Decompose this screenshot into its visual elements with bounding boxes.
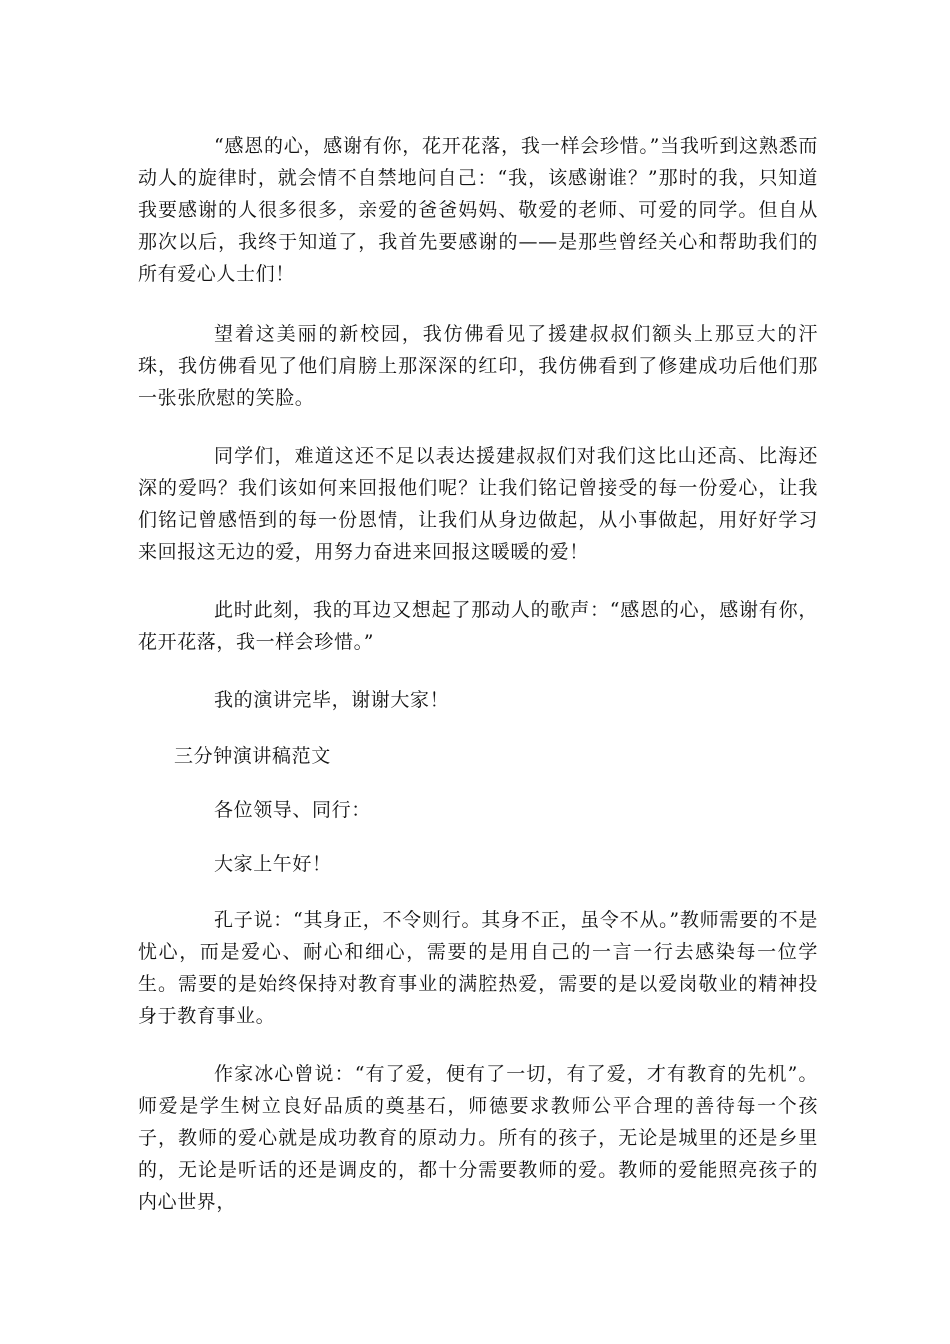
paragraph-confucius: 孔子说：“其身正，不令则行。其身不正，虽令不从。”教师需要的不是忧心，而是爱心、耐心和细心，需要的是用自己的一言一行去感染每一位学生。需要的是始终保持对教育事业的满腔热爱，需要的是以爱岗敬业的精神投身于教育事业。 <box>138 909 818 1027</box>
paragraph-speech-end: 我的演讲完毕，谢谢大家！ <box>214 689 450 711</box>
paragraph-greeting-leaders: 各位领导、同行： <box>214 799 371 821</box>
paragraph-good-morning: 大家上午好！ <box>214 853 332 875</box>
paragraph-this-moment: 此时此刻，我的耳边又想起了那动人的歌声：“感恩的心，感谢有你，花开花落，我一样会珍惜。” <box>138 599 818 653</box>
section-title: 三分钟演讲稿范文 <box>174 745 331 767</box>
paragraph-bingxin: 作家冰心曾说：“有了爱，便有了一切，有了爱，才有教育的先机”。师爱是学生树立良好品质的奠基石，师德要求教师公平合理的善待每一个孩子，教师的爱心就是成功教育的原动力。所有的孩子，无论是城里的还是乡里的，无论是听话的还是调皮的，都十分需要教师的爱。教师的爱能照亮孩子的内心世界， <box>138 1063 818 1213</box>
paragraph-new-campus: 望着这美丽的新校园，我仿佛看见了援建叔叔们额头上那豆大的汗珠，我仿佛看见了他们肩膀上那深深的红印，我仿佛看到了修建成功后他们那一张张欣慰的笑脸。 <box>138 323 818 409</box>
paragraph-gratitude-song: “感恩的心，感谢有你，花开花落，我一样会珍惜。”当我听到这熟悉而动人的旋律时，就会情不自禁地问自己：“我，该感谢谁？”那时的我，只知道我要感谢的人很多很多，亲爱的爸爸妈妈、敬爱的老师、可爱的同学。但自从那次以后，我终于知道了，我首先要感谢的——是那些曾经关心和帮助我们的所有爱心人士们！ <box>138 135 818 285</box>
paragraph-classmates: 同学们，难道这还不足以表达援建叔叔们对我们这比山还高、比海还深的爱吗？我们该如何来回报他们呢？让我们铭记曾接受的每一份爱心，让我们铭记曾感悟到的每一份恩情，让我们从身边做起，从小事做起，用好好学习来回报这无边的爱，用努力奋进来回报这暖暖的爱！ <box>138 445 818 563</box>
